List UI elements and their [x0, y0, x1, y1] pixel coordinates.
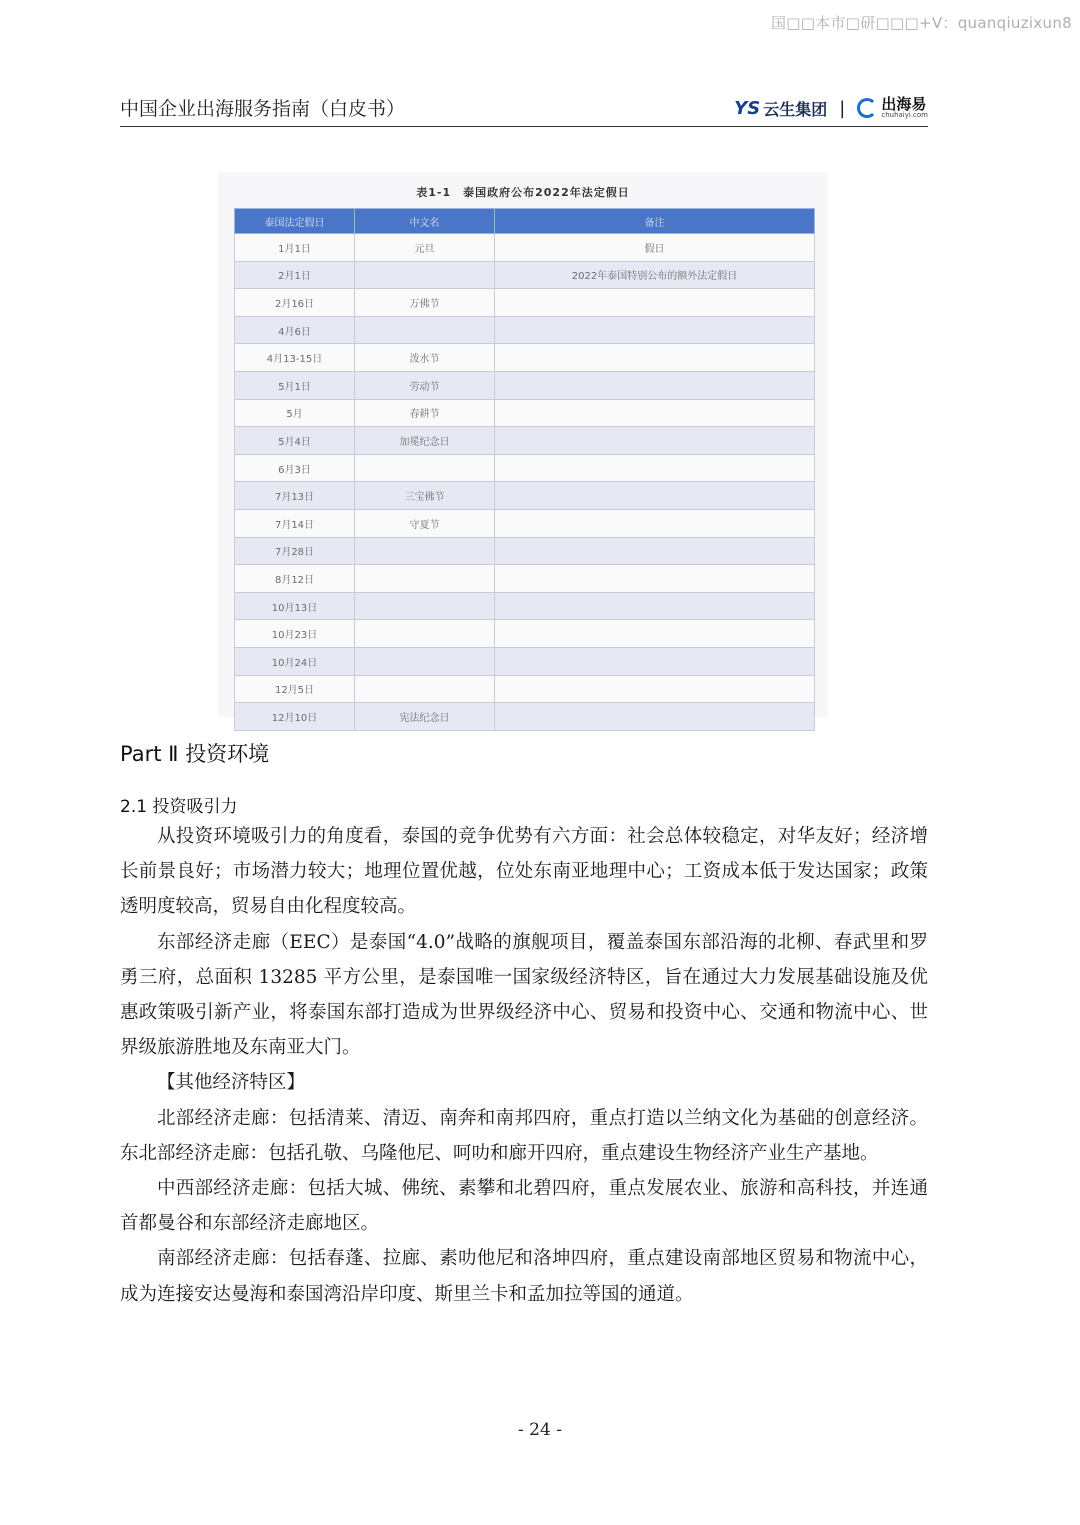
page-number: - 24 - [518, 1420, 562, 1440]
table-row [235, 565, 815, 593]
table-cell: 元旦 [355, 234, 495, 262]
part-title: 投资环境 [185, 742, 270, 766]
table-cell: 7月13日 [235, 482, 355, 510]
ys-logo-mark: YS [734, 97, 761, 119]
table-cell: 三宝佛节 [355, 482, 495, 510]
paragraph: 从投资环境吸引力的角度看，泰国的竞争优势有六方面：社会总体较稳定，对华友好；经济增长前景良好；市场潜力较大；地理位置优越，位处东南亚地理中心；工资成本低于发达国家；政策透明度较高，贸易自由化程度较高。 [120, 826, 928, 918]
table-header-row [235, 209, 815, 234]
table-cell [355, 261, 495, 289]
table-cell: 加冕纪念日 [355, 427, 495, 455]
table-cell [355, 620, 495, 648]
watermark-text: 国□□本市□研□□□+V：quanqiuzixun8 [770, 14, 1072, 32]
table-body [235, 234, 815, 731]
table-cell [355, 565, 495, 593]
table-row [235, 371, 815, 399]
body-text [120, 819, 928, 1312]
table-cell: 7月28日 [235, 537, 355, 565]
table-row [235, 399, 815, 427]
table-cell: 1月1日 [235, 234, 355, 262]
chuhaiyi-logo-icon [857, 98, 877, 118]
chuhaiyi-logo [857, 97, 928, 119]
table-cell: 假日 [495, 234, 815, 262]
table-cell [355, 647, 495, 675]
table-cell: 7月14日 [235, 509, 355, 537]
table-cell [495, 289, 815, 317]
table-cell: 5月1日 [235, 371, 355, 399]
table-cell [495, 509, 815, 537]
table-row [235, 261, 815, 289]
table-cell: 10月24日 [235, 647, 355, 675]
part-prefix: Part [120, 742, 162, 766]
table-cell [495, 427, 815, 455]
paragraph: 东部经济走廊（EEC）是泰国“4.0”战略的旗舰项目，覆盖泰国东部沿海的北柳、春武里和罗勇三府，总面积 13285 平方公里，是泰国唯一国家级经济特区，旨在通过大力发展基础设施及优惠政策吸引新产业，将泰国东部打造成为世界级经济中心、贸易和投资中心、交通和物流中心、世界级旅游胜地及东南亚大门。 [120, 931, 928, 1059]
paragraph: 北部经济走廊：包括清莱、清迈、南奔和南邦四府，重点打造以兰纳文化为基础的创意经济。东北部经济走廊：包括孔敬、乌隆他尼、呵叻和廊开四府，重点建设生物经济产业生产基地。 [120, 1107, 928, 1164]
logo-separator: | [839, 97, 846, 119]
table-caption: 表1-1 泰国政府公布2022年法定假日 [416, 186, 630, 199]
table-row [235, 592, 815, 620]
table-cell: 2月1日 [235, 261, 355, 289]
table-cell [355, 537, 495, 565]
table-cell [355, 675, 495, 703]
page-header [120, 94, 928, 127]
table-cell [495, 344, 815, 372]
section-heading: 2.1 投资吸引力 [120, 797, 238, 817]
table-cell: 10月23日 [235, 620, 355, 648]
table-cell: 万佛节 [355, 289, 495, 317]
table-cell: 10月13日 [235, 592, 355, 620]
table-cell [495, 647, 815, 675]
part-heading [120, 738, 269, 768]
table-cell [495, 399, 815, 427]
table-cell: 宪法纪念日 [355, 703, 495, 731]
table-row [235, 703, 815, 731]
document-title: 中国企业出海服务指南（白皮书） [120, 98, 406, 120]
table-row [235, 234, 815, 262]
holiday-table-figure [218, 172, 828, 724]
header-logos [734, 94, 928, 122]
table-cell [495, 620, 815, 648]
table-cell [495, 454, 815, 482]
table-header-cell: 备注 [495, 209, 815, 234]
table-cell: 2月16日 [235, 289, 355, 317]
table-cell [355, 454, 495, 482]
table-row [235, 454, 815, 482]
chuhaiyi-logo-name: 出海易 [881, 95, 927, 113]
table-cell [495, 482, 815, 510]
table-header-cell: 泰国法定假日 [235, 209, 355, 234]
table-header-cell: 中文名 [355, 209, 495, 234]
table-row [235, 620, 815, 648]
table-cell [495, 537, 815, 565]
ys-group-logo [734, 97, 827, 120]
table-cell: 4月13-15日 [235, 344, 355, 372]
table-cell [495, 565, 815, 593]
holiday-table [234, 208, 815, 731]
table-row [235, 647, 815, 675]
paragraph: 中西部经济走廊：包括大城、佛统、素攀和北碧四府，重点发展农业、旅游和高科技，并连通首都曼谷和东部经济走廊地区。 [120, 1178, 928, 1235]
table-cell: 守夏节 [355, 509, 495, 537]
table-row [235, 482, 815, 510]
table-cell [495, 675, 815, 703]
paragraph: 南部经济走廊：包括春蓬、拉廊、素叻他尼和洛坤四府，重点建设南部地区贸易和物流中心，成为连接安达曼海和泰国湾沿岸印度、斯里兰卡和孟加拉等国的通道。 [120, 1248, 928, 1305]
table-cell [495, 371, 815, 399]
table-row [235, 427, 815, 455]
table-cell: 6月3日 [235, 454, 355, 482]
chuhaiyi-logo-url: chuhaiyi.com [881, 111, 928, 119]
subsection-label: 【其他经济特区】 [157, 1072, 306, 1094]
table-cell [495, 592, 815, 620]
table-cell: 5月 [235, 399, 355, 427]
table-row [235, 316, 815, 344]
table-row [235, 675, 815, 703]
table-cell: 劳动节 [355, 371, 495, 399]
table-cell: 2022年泰国特别公布的额外法定假日 [495, 261, 815, 289]
ys-logo-name: 云生集团 [763, 99, 828, 119]
table-cell: 12月10日 [235, 703, 355, 731]
table-row [235, 509, 815, 537]
table-cell [495, 703, 815, 731]
table-cell: 4月6日 [235, 316, 355, 344]
part-number: Ⅱ [168, 742, 179, 766]
table-cell: 5月4日 [235, 427, 355, 455]
table-row [235, 344, 815, 372]
table-row [235, 289, 815, 317]
table-cell: 8月12日 [235, 565, 355, 593]
table-cell: 泼水节 [355, 344, 495, 372]
table-cell [355, 592, 495, 620]
table-cell [355, 316, 495, 344]
table-cell: 春耕节 [355, 399, 495, 427]
table-cell: 12月5日 [235, 675, 355, 703]
table-row [235, 537, 815, 565]
table-cell [495, 316, 815, 344]
